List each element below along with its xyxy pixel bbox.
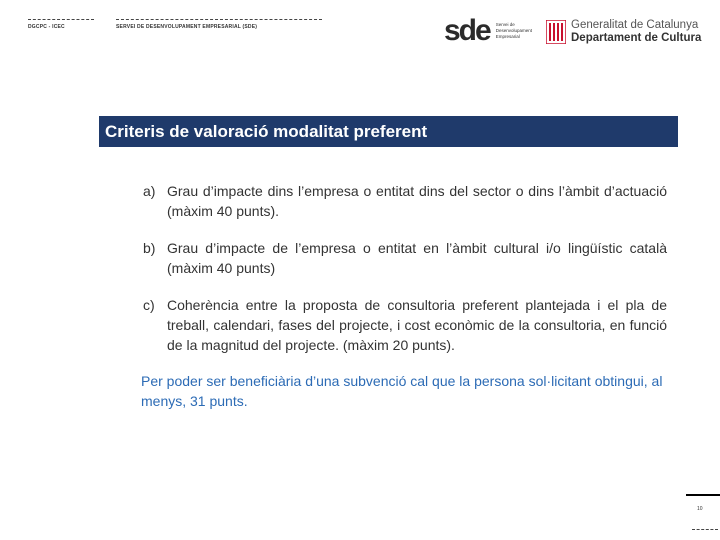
sde-logo-text [496,22,536,40]
sde-logo-line: Desenvolupament [495,28,532,33]
sde-logo-line: Empresarial [495,34,520,39]
criteria-item-a [143,181,667,221]
sde-logo-mark: sde [444,14,490,47]
minimum-score-note: Per poder ser beneficiària d’una subvenció cal que la persona sol·licitant obtingui, al menys, 31 punts. [141,373,663,409]
list-marker: b) [143,240,156,256]
gencat-logo-line1: Generalitat de Catalunya [571,19,699,31]
gencat-bars-icon [546,20,566,44]
gencat-logo-line2: Departament de Cultura [571,32,702,44]
slide-title: Criteris de valoració modalitat preferent [99,116,678,147]
header-left-label: DGCPC - ICEC [28,24,65,30]
gencat-logo [546,19,701,45]
header-center-label: SERVEI DE DESENVOLUPAMENT EMPRESARIAL (SDE) [116,24,258,30]
footer-divider [692,529,718,530]
list-item-text: Grau d’impacte dins l’empresa o entitat dins del sector o dins l’àmbit d’actuació (màxim 40 punts). [167,183,667,219]
gencat-logo-text [571,19,701,45]
list-item-text: Grau d’impacte de l’empresa o entitat en l’àmbit cultural i/o lingüístic català (màxim 40 punts) [167,240,667,276]
header-center-divider [116,19,322,20]
criteria-item-b [143,238,667,278]
criteria-item-c [143,295,667,355]
sde-logo-line: Servei de [495,22,515,27]
list-marker: c) [143,297,155,313]
sde-logo [444,14,536,47]
page-number: 10 [697,506,703,512]
list-item-text: Coherència entre la proposta de consultoria preferent plantejada i el pla de treball, calendari, fases del projecte, i cost econòmic de la consultoria, en funció de la magnitud del projecte. (màxim 20 punts). [167,297,667,353]
header-left-divider [28,19,94,20]
footer-line [686,494,720,496]
list-marker: a) [143,183,156,199]
